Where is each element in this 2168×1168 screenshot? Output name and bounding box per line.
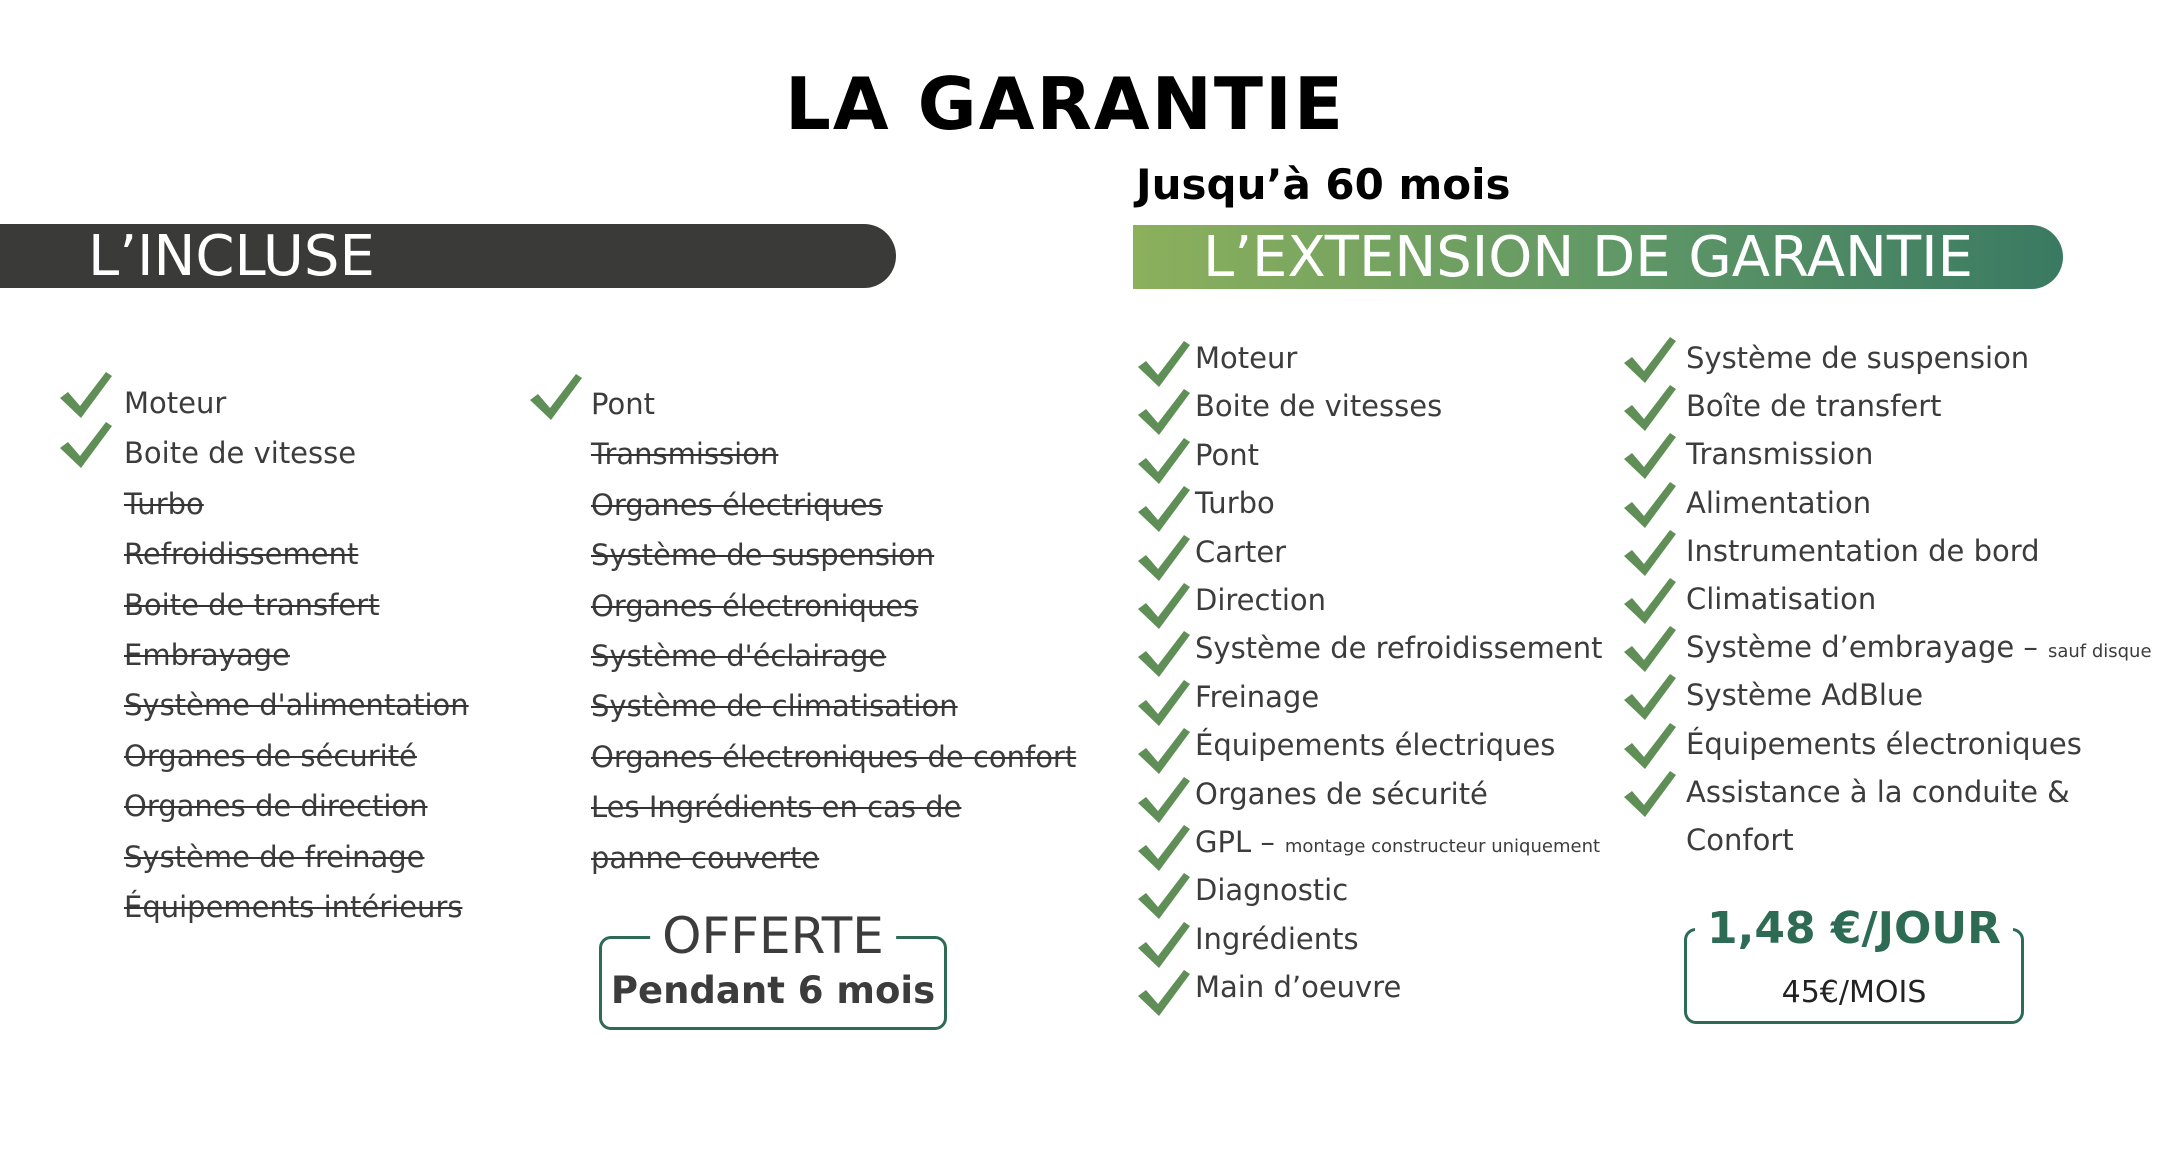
extension-item: Système de refroidissement xyxy=(1195,631,1603,666)
excluded-item: Système de freinage xyxy=(124,839,425,874)
excluded-item: Turbo xyxy=(124,486,204,521)
checkmark-icon xyxy=(1622,526,1678,578)
excluded-item: Organes électroniques de confort xyxy=(591,739,1077,774)
price-per-month: 45€/MOIS xyxy=(1781,975,1927,1010)
included-item: Pont xyxy=(591,387,655,421)
checkmark-icon xyxy=(1136,966,1192,1018)
extension-item: Système de suspension xyxy=(1686,341,2030,375)
extension-banner xyxy=(1133,225,2063,289)
checkmark-icon xyxy=(1622,381,1678,433)
extension-item: Ingrédients xyxy=(1195,921,1359,956)
page-title: LA GARANTIE xyxy=(785,62,1345,146)
checkmark-icon xyxy=(1136,434,1192,486)
extension-item: Boite de vitesses xyxy=(1195,389,1443,424)
checkmark-icon xyxy=(1136,579,1192,631)
extension-item: Transmission xyxy=(1686,437,1874,472)
extension-item: Équipements électroniques xyxy=(1686,726,2082,761)
excluded-item: Système d'alimentation xyxy=(124,688,469,723)
extension-item: Carter xyxy=(1195,534,1287,569)
embrayage-note: sauf disque xyxy=(2047,641,2152,663)
checkmark-icon xyxy=(1136,627,1192,679)
checkmark-icon xyxy=(1136,337,1192,389)
excluded-item: Organes électroniques xyxy=(591,588,919,623)
excluded-item: Boite de transfert xyxy=(124,587,380,622)
excluded-item: Les Ingrédients en cas de xyxy=(591,790,962,825)
checkmark-icon xyxy=(1622,719,1678,771)
extension-item: GPL – montage constructeur uniquement xyxy=(1195,825,1601,859)
checkmark-icon xyxy=(1136,773,1192,825)
included-item: Moteur xyxy=(124,386,227,420)
extension-item: Confort xyxy=(1686,823,1794,857)
extension-item: Climatisation xyxy=(1686,582,1877,616)
extension-item: Diagnostic xyxy=(1195,873,1349,908)
extension-item: Alimentation xyxy=(1686,485,1872,520)
excluded-item: Équipements intérieurs xyxy=(124,890,463,924)
checkmark-icon xyxy=(1136,385,1192,437)
excluded-item: Organes électriques xyxy=(591,487,883,522)
extension-item: Équipements électriques xyxy=(1195,728,1556,763)
extension-item: Organes de sécurité xyxy=(1195,776,1488,811)
extension-banner-label: L’EXTENSION DE GARANTIE xyxy=(1203,224,1974,290)
checkmark-icon xyxy=(1622,478,1678,530)
incluse-banner xyxy=(0,224,896,288)
excluded-item: Transmission xyxy=(591,437,779,472)
extension-item: Boîte de transfert xyxy=(1686,389,1942,424)
checkmark-icon xyxy=(1622,670,1678,722)
checkmark-icon xyxy=(1136,724,1192,776)
price-box xyxy=(1684,903,2024,1024)
gpl-note: montage constructeur uniquement xyxy=(1284,836,1601,857)
offer-subtitle: Pendant 6 mois xyxy=(610,969,936,1012)
incluse-banner-label: L’INCLUSE xyxy=(88,223,375,289)
excluded-item: Système de suspension xyxy=(591,538,935,573)
offer-title: OFFERTE xyxy=(650,909,896,963)
checkmark-icon xyxy=(58,418,114,470)
checkmark-icon xyxy=(1136,482,1192,534)
excluded-item: Organes de sécurité xyxy=(124,738,417,773)
extension-item: Système d’embrayage – sauf disque xyxy=(1686,630,2152,665)
checkmark-icon xyxy=(1622,767,1678,819)
price-per-day: 1,48 €/JOUR xyxy=(1695,903,2013,955)
extension-item: Assistance à la conduite & xyxy=(1686,774,2070,809)
checkmark-icon xyxy=(1136,918,1192,970)
checkmark-icon xyxy=(58,368,114,420)
extension-item: Moteur xyxy=(1195,341,1298,375)
excluded-item: Embrayage xyxy=(124,638,290,672)
extension-duration: Jusqu’à 60 mois xyxy=(1136,160,1511,209)
extension-item: Instrumentation de bord xyxy=(1686,533,2040,568)
extension-item: Système AdBlue xyxy=(1686,678,1924,713)
checkmark-icon xyxy=(1622,429,1678,481)
excluded-item: Organes de direction xyxy=(124,789,428,824)
checkmark-icon xyxy=(1622,333,1678,385)
extension-item: Direction xyxy=(1195,583,1327,617)
checkmark-icon xyxy=(1136,531,1192,583)
checkmark-icon xyxy=(528,370,584,422)
excluded-item: Système d'éclairage xyxy=(591,639,887,673)
extension-item: Pont xyxy=(1195,437,1259,472)
checkmark-icon xyxy=(1622,574,1678,626)
checkmark-icon xyxy=(1136,821,1192,873)
offer-box xyxy=(599,907,947,1030)
checkmark-icon xyxy=(1136,676,1192,728)
excluded-item: Système de climatisation xyxy=(591,689,958,724)
extension-item: Main d’oeuvre xyxy=(1195,970,1402,1005)
included-item: Boite de vitesse xyxy=(124,436,357,471)
excluded-item: panne couverte xyxy=(591,840,820,875)
checkmark-icon xyxy=(1622,622,1678,674)
excluded-item: Refroidissement xyxy=(124,537,359,572)
checkmark-icon xyxy=(1136,869,1192,921)
extension-item: Freinage xyxy=(1195,679,1320,714)
extension-item: Turbo xyxy=(1195,486,1275,521)
